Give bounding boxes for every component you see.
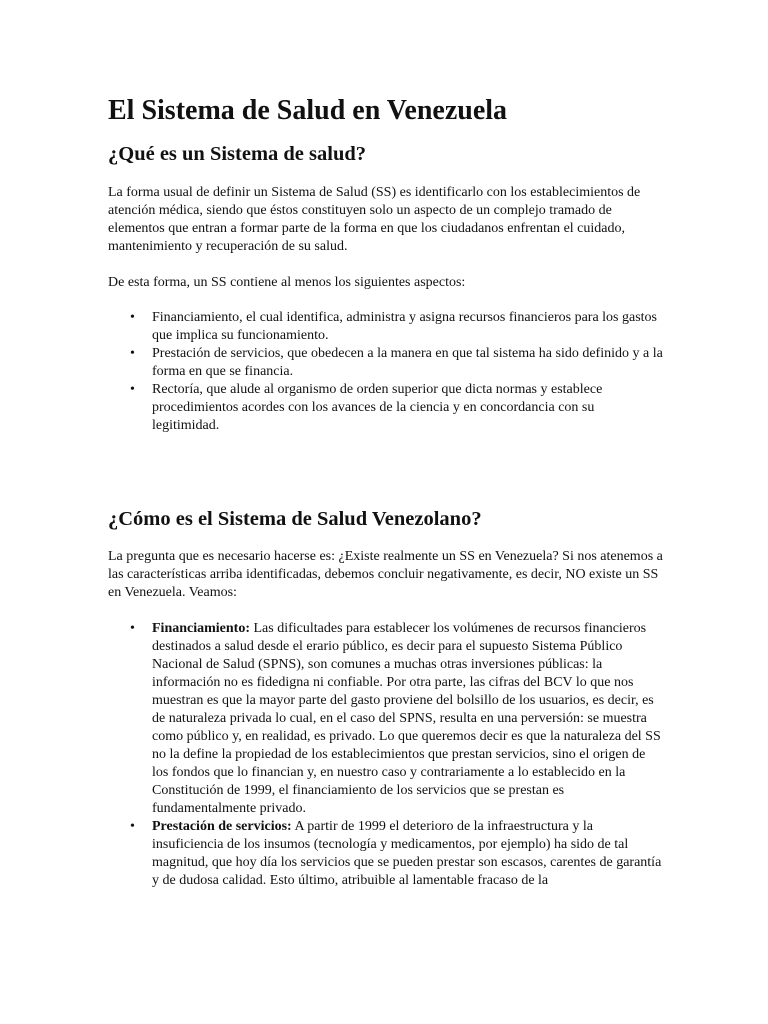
list-item-label: Prestación de servicios:: [152, 819, 292, 834]
section-heading-venezuelan-system: ¿Cómo es el Sistema de Salud Venezolano?: [108, 508, 482, 530]
bullet-icon: •: [130, 346, 135, 361]
list-item: [130, 381, 664, 435]
bullet-icon: •: [130, 310, 135, 325]
section1-paragraph-definition: La forma usual de definir un Sistema de Salud (SS) es identificarlo con los establecimientos de atención médica, siendo que éstos constituyen solo un aspecto de un complejo tramado de elementos que entran a formar parte de la forma en que los ciudadanos enfrentan el cuidado, mantenimiento y recuperación de su salud.: [108, 185, 641, 254]
list-item: [130, 620, 664, 818]
bullet-icon: •: [130, 819, 135, 834]
aspects-list: [108, 309, 664, 435]
bullet-icon: •: [130, 621, 135, 636]
list-item-text: A partir de 1999 el deterioro de la infraestructura y la insuficiencia de los insumos (tecnología y medicamentos, por ejemplo) ha sido de tal magnitud, que hoy día los servicios que se pueden prestar son escasos, carentes de garantía y de dudosa calidad. Esto último, atribuible al lamentable fracaso de la: [152, 819, 662, 888]
list-item: [130, 345, 664, 381]
section-heading-what-is: ¿Qué es un Sistema de salud?: [108, 143, 367, 165]
list-item: [130, 309, 664, 345]
list-item-text: Rectoría, que alude al organismo de orden superior que dicta normas y establece procedimientos acordes con los avances de la ciencia y en concordancia con su legitimidad.: [152, 382, 603, 433]
section1-paragraph-aspects-intro: De esta forma, un SS contiene al menos los siguientes aspectos:: [108, 275, 466, 290]
bullet-icon: •: [130, 382, 135, 397]
list-item-label: Financiamiento:: [152, 621, 250, 636]
list-item-text: Las dificultades para establecer los volúmenes de recursos financieros destinados a salud desde el erario público, es decir para el supuesto Sistema Público Nacional de Salud (SPNS), son comunes a muchas otras inversiones públicas: la información no es fidedigna ni confiable. Por otra parte, las cifras del BCV lo que nos muestran es que la mayor parte del gasto proviene del bolsillo de los usuarios, es decir, es de naturaleza privada lo cual, en el caso del SPNS, resulta en una perversión: se muestra como público y, en realidad, es privado. Lo que queremos decir es que la naturaleza del SS no la define la propiedad de los establecimientos que prestan servicios, sino el origen de los fondos que lo financian y, en nuestro caso y contrariamente a lo establecido en la Constitución de 1999, el financiamiento de los servicios que se prestan es fundamentalmente privado.: [152, 621, 661, 816]
list-item: [130, 818, 664, 890]
section2-paragraph-question: La pregunta que es necesario hacerse es: ¿Existe realmente un SS en Venezuela? Si nos atenemos a las características arriba identificadas, debemos concluir negativamente, es decir, NO existe un SS en Venezuela. Veamos:: [108, 549, 663, 600]
list-item-text: Prestación de servicios, que obedecen a la manera en que tal sistema ha sido definido y a la forma en que se financia.: [152, 346, 663, 379]
document-title: El Sistema de Salud en Venezuela: [108, 95, 508, 126]
list-item-text: Financiamiento, el cual identifica, administra y asigna recursos financieros para los gastos que implica su funcionamiento.: [152, 310, 658, 343]
document-page: [108, 94, 664, 890]
analysis-list: [108, 620, 664, 890]
